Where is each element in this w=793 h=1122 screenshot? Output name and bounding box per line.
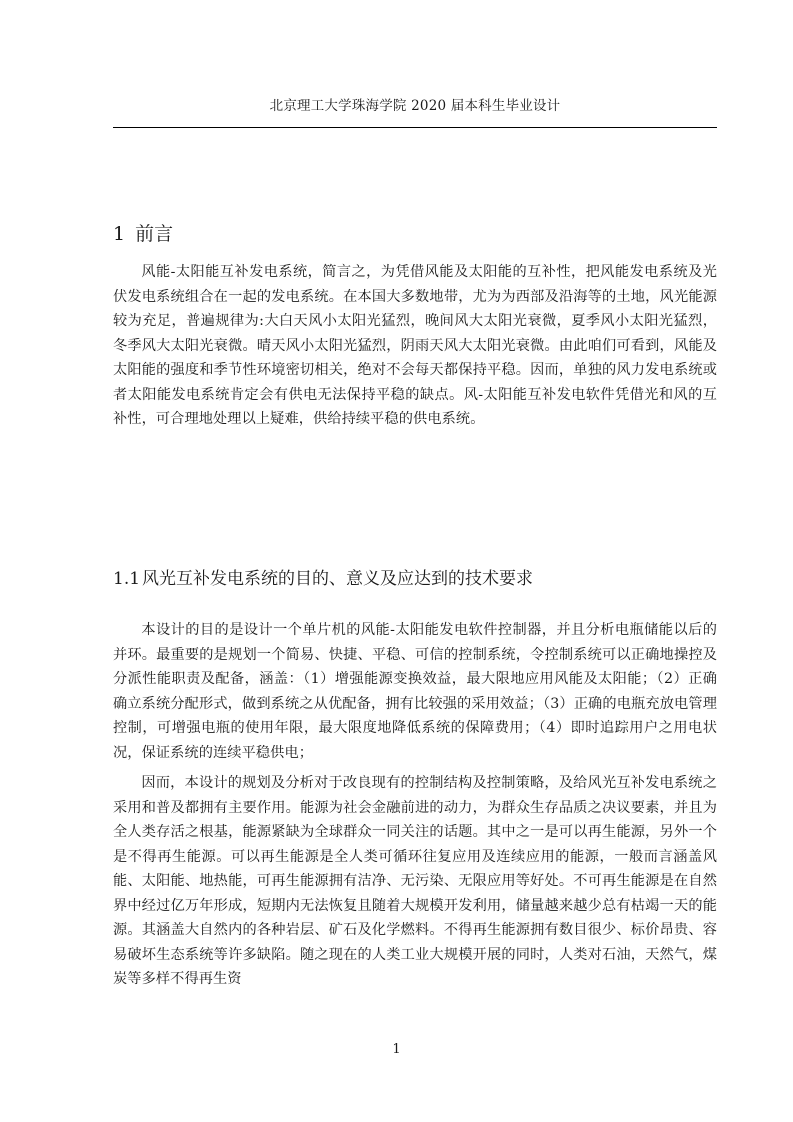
subsection-paragraph-1: 本设计的目的是设计一个单片机的风能-太阳能发电软件控制器，并且分析电瓶储能以后的并环。最重要的是规划一个简易、快捷、平稳、可信的控制系统，令控制系统可以正确地操控及分派性能职责及配备，涵盖：（1）增强能源变换效益，最大限地应用风能及太阳能；（2）正确确立系统分配形式，做到系统之从优配备，拥有比较强的采用效益；（3）正确的电瓶充放电管理控制，可增强电瓶的使用年限，最大限度地降低系统的保障费用；（4）即时追踪用户之用电状况，保证系统的连续平稳供电； (113, 622, 717, 761)
section-1-paragraph: 风能-太阳能互补发电系统，简言之，为凭借风能及太阳能的互补性，把风能发电系统及光伏发电系统组合在一起的发电系统。在本国大多数地带，尤为为西部及沿海等的土地，风光能源较为充足，普遍规律为:大白天风小太阳光猛烈，晚间风大太阳光衰微，夏季风小太阳光猛烈，冬季风大太阳光衰微。晴天风小太阳光猛烈，阴雨天风大太阳光衰微。由此咱们可看到，风能及太阳能的强度和季节性环境密切相关，绝对不会每天都保持平稳。因而，单独的风力发电系统或者太阳能发电系统肯定会有供电无法保持平稳的缺点。风-太阳能互补发电软件凭借光和风的互补性，可合理地处理以上疑难，供给持续平稳的供电系统。 (113, 264, 717, 427)
section-heading-1-1 (113, 567, 533, 591)
subsection-paragraph-2: 因而，本设计的规划及分析对于改良现有的控制结构及控制策略，及给风光互补发电系统之采用和普及都拥有主要作用。能源为社会金融前进的动力，为群众生存品质之决议要素，并且为全人类存活之根基，能源紧缺为全球群众一同关注的话题。其中之一是可以再生能源，另外一个是不得再生能源。可以再生能源是全人类可循环往复应用及连续应用的能源，一般而言涵盖风能、太阳能、地热能，可再生能源拥有洁净、无污染、无限应用等好处。不可再生能源是在自然界中经过亿万年形成，短期内无法恢复且随着大规模开发利用，储量越来越少总有枯竭一天的能源。其涵盖大自然内的各种岩层、矿石及化学燃料。不得再生能源拥有数目很少、标价昂贵、容易破坏生态系统等许多缺陷。随之现在的人类工业大规模开展的同时，人类对石油，天然气，煤炭等多样不得再生资 (113, 775, 717, 987)
subsection-number: 1.1 (113, 569, 141, 589)
subsection-title: 风光互补发电系统的目的、意义及应达到的技术要求 (142, 569, 534, 589)
header-rule (113, 127, 717, 128)
running-header: 北京理工大学珠海学院 2020 届本科生毕业设计 (269, 98, 561, 114)
section-heading-1 (113, 221, 173, 247)
section-title: 前言 (135, 223, 174, 245)
page-number: 1 (392, 1042, 401, 1057)
section-number: 1 (113, 223, 126, 245)
